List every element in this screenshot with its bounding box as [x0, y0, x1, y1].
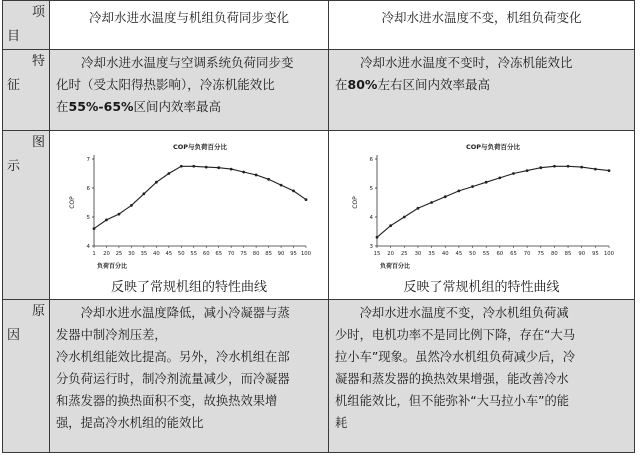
reason-col1-line: 冷水机组能效比提高。另外，冷水机组在部 [56, 350, 290, 364]
x-tick-label: 30 [414, 251, 421, 257]
cop-data-point [305, 198, 308, 201]
y-tick-label: 3 [369, 244, 373, 250]
comparison-table [2, 0, 635, 453]
cop-data-point [217, 166, 220, 169]
reason-col1-line: 和蒸发器的换热面积不变，故换热效果增 [56, 394, 278, 408]
label-char-2: 因 [7, 328, 21, 343]
cop-data-point [457, 190, 460, 193]
item-col2-text: 冷却水进水温度不变，机组负荷变化 [381, 10, 582, 25]
figure-col2 [329, 131, 635, 300]
x-tick-label: 25 [400, 251, 408, 257]
x-tick-label: 35 [140, 251, 148, 257]
x-tick-label: 75 [240, 251, 248, 257]
feature-col2-line1: 冷却水进水温度不变时，冷冻机能效比 [360, 55, 573, 70]
x-tick-label: 65 [509, 251, 517, 257]
x-tick-label: 65 [215, 251, 223, 257]
x-tick-label: 25 [115, 251, 123, 257]
y-tick-label: 5 [86, 215, 90, 221]
row-figure [3, 131, 635, 300]
cop-data-point [230, 168, 233, 171]
reason-col1 [50, 300, 329, 453]
reason-col2-line: 耗 [335, 416, 348, 430]
feature-col1-line2: 化时（受太阳得热影响），冷冻机能效比 [56, 77, 275, 92]
x-tick-label: 95 [591, 251, 599, 257]
x-tick-label: 55 [482, 251, 490, 257]
feature-col1-line1: 冷却水进水温度与空调系统负荷同步变 [81, 55, 294, 70]
item-col1-text: 冷却水进水温度与机组负荷同步变化 [88, 10, 289, 25]
label-char-2: 征 [7, 78, 21, 93]
feature-range-highlight: 80% [347, 77, 378, 92]
reason-col1-line: 发器中制冷剂压差， [56, 328, 167, 342]
cop-data-point [205, 166, 208, 169]
x-tick-label: 100 [300, 251, 312, 257]
row-label-figure [3, 131, 50, 300]
x-tick-label: 45 [165, 251, 173, 257]
cop-data-point [512, 172, 515, 175]
x-tick-label: 80 [550, 251, 558, 257]
x-tick-label: 40 [441, 251, 449, 257]
cop-data-point [93, 227, 96, 230]
x-tick-label: 1 [92, 251, 96, 257]
label-char-1: 图 [31, 135, 45, 150]
row-label-feature [3, 50, 50, 131]
cop-data-point [416, 207, 419, 210]
x-tick-label: 55 [190, 251, 198, 257]
feature-col1-line3: 在55%-65%区间内效率最高 [56, 99, 222, 114]
cop-data-point [180, 165, 183, 168]
cop-data-point [267, 178, 270, 181]
x-tick-label: 15 [373, 251, 380, 257]
x-tick-label: 40 [152, 251, 160, 257]
cop-data-point [242, 171, 245, 174]
cop-data-point [292, 190, 295, 193]
cop-data-point [607, 169, 610, 172]
y-tick-label: 7 [86, 157, 90, 163]
cop-chart-2 [347, 139, 617, 274]
reason-col1-line: 冷却水进水温度降低，减小冷凝器与蒸 [80, 306, 290, 320]
y-tick-label: 6 [369, 157, 373, 163]
label-char-1: 项 [31, 5, 45, 20]
cop-data-point [192, 165, 195, 168]
reason-col1-line: 分负荷运行时，制冷剂流量减少，而冷凝器 [56, 372, 290, 386]
row-reason [3, 300, 635, 453]
figure-caption-2: 反映了常规机组的特性曲线 [403, 280, 560, 295]
cop-data-point [155, 181, 158, 184]
x-tick-label: 45 [455, 251, 462, 257]
cop-data-point [280, 184, 283, 187]
reason-col2 [329, 300, 635, 453]
x-tick-label: 100 [603, 251, 614, 257]
reason-col2-line: 机组能效比，但不能弥补“大马拉小车”的能 [335, 394, 570, 408]
chart-title: COP与负荷百分比 [465, 143, 520, 151]
label-char-2: 示 [7, 159, 21, 174]
x-tick-label: 20 [103, 251, 110, 257]
y-tick-label: 6 [86, 186, 90, 192]
x-tick-label: 30 [128, 251, 135, 257]
x-axis-label: 负荷百分比 [96, 263, 128, 270]
x-tick-label: 95 [290, 251, 297, 257]
x-tick-label: 35 [427, 251, 435, 257]
cop-data-point [118, 213, 121, 216]
chart-title: COP与负荷百分比 [172, 143, 228, 151]
row-label-reason [3, 300, 50, 453]
cop-data-point [553, 165, 556, 168]
x-tick-label: 80 [252, 251, 260, 257]
cop-data-point [566, 165, 569, 168]
cop-data-point [593, 168, 596, 171]
cop-data-point [443, 195, 446, 198]
cop-series-line [94, 166, 306, 228]
cop-data-point [255, 174, 258, 177]
y-tick-label: 4 [369, 215, 373, 221]
item-col1 [50, 1, 329, 50]
feature-col2-line2: 在80%左右区间内效率最高 [335, 77, 490, 92]
cop-data-point [375, 236, 378, 239]
cop-data-point [471, 185, 474, 188]
row-label-item [3, 1, 50, 50]
x-tick-label: 85 [564, 251, 571, 257]
reason-col2-line: 凝器和蒸发器的换热效果增强，能改善冷水 [335, 372, 569, 386]
reason-col2-line: 拉小车”现象。虽然冷水机组负荷减少后，冷 [335, 350, 576, 364]
x-tick-label: 50 [468, 251, 476, 257]
feature-col2 [329, 50, 635, 131]
cop-data-point [430, 201, 433, 204]
cop-chart-1 [64, 139, 314, 274]
x-axis-label: 负荷百分比 [379, 263, 410, 270]
cop-data-point [498, 176, 501, 179]
feature-range-highlight: 55%-65% [68, 99, 134, 114]
cop-data-point [484, 181, 487, 184]
y-tick-label: 4 [86, 244, 90, 250]
row-item [3, 1, 635, 50]
x-tick-label: 60 [495, 251, 503, 257]
y-tick-label: 5 [369, 186, 373, 192]
figure-caption-1: 反映了常规机组的特性曲线 [110, 280, 267, 295]
feature-col1 [50, 50, 329, 131]
x-tick-label: 75 [536, 251, 544, 257]
x-tick-label: 50 [177, 251, 185, 257]
cop-data-point [389, 224, 392, 227]
reason-col2-line: 冷却水进水温度不变，冷水机组负荷减 [359, 306, 569, 320]
x-tick-label: 90 [277, 251, 285, 257]
reason-col2-line: 少时，电机功率不是同比例下降，存在“大马 [335, 328, 576, 342]
cop-data-point [130, 204, 133, 207]
x-tick-label: 20 [386, 251, 394, 257]
label-char-2: 目 [7, 29, 21, 44]
figure-col1 [50, 131, 329, 300]
cop-data-point [580, 166, 583, 169]
cop-data-point [105, 219, 108, 222]
cop-data-point [539, 166, 542, 169]
x-tick-label: 70 [523, 251, 530, 257]
x-tick-label: 90 [577, 251, 585, 257]
cop-data-point [402, 216, 405, 219]
x-tick-label: 60 [202, 251, 210, 257]
cop-data-point [525, 169, 528, 172]
reason-col1-line: 强，提高冷水机组的能效比 [56, 416, 204, 430]
x-tick-label: 85 [265, 251, 272, 257]
cop-data-point [142, 192, 145, 195]
y-axis-label: COP [351, 196, 359, 209]
label-char-1: 特 [31, 54, 45, 69]
x-tick-label: 70 [227, 251, 235, 257]
label-char-1: 原 [31, 304, 45, 319]
item-col2 [329, 1, 635, 50]
y-axis-label: COP [69, 196, 76, 209]
row-feature [3, 50, 635, 131]
cop-data-point [167, 172, 170, 175]
cop-series-line [377, 166, 609, 237]
